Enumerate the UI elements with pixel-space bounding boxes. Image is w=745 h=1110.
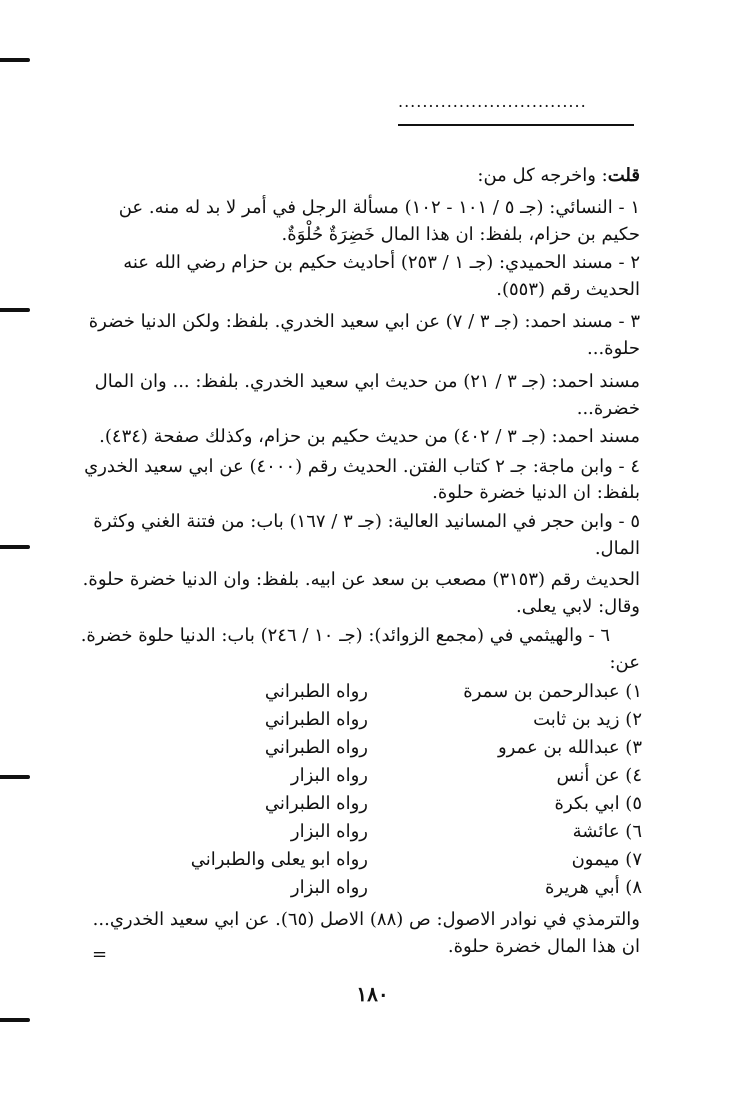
edge-mark — [0, 58, 30, 62]
page-number: ١٨٠ — [356, 982, 389, 1006]
text-line: ١ - النسائي: (جـ ٥ / ١٠١ - ١٠٢) مسألة الرجل في أمر لا بد له منه. عن — [118, 197, 640, 218]
narrator-source: رواه الطبراني — [264, 737, 368, 758]
text-line: وقال: لابي يعلى. — [515, 596, 640, 617]
text-line: خضرة... — [576, 398, 640, 419]
narrator-name: ٦) عائشة — [572, 821, 642, 842]
edge-mark — [0, 1018, 30, 1022]
text-line: حكيم بن حزام، بلفظ: ان هذا المال خَضِرَةٌ حُلْوَةٌ. — [281, 224, 640, 245]
text-line: ٦ - والهيثمي في (مجمع الزوائد): (جـ ١٠ / ٢٤٦) باب: الدنيا حلوة خضرة. — [80, 625, 610, 646]
text-line: الحديث رقم (٥٥٣). — [496, 279, 640, 300]
narrator-source: رواه الطبراني — [264, 793, 368, 814]
narrator-source: رواه البزار — [290, 765, 368, 786]
text-line: عن: — [609, 652, 640, 673]
text-line: الحديث رقم (٣١٥٣) مصعب بن سعد عن ابيه. بلفظ: وان الدنيا خضرة حلوة. — [82, 569, 640, 590]
intro-rest: : واخرجه كل من: — [477, 165, 608, 186]
narrator-source: رواه الطبراني — [264, 681, 368, 702]
header-dots: ............................... — [398, 92, 587, 111]
text-line: بلفظ: ان الدنيا خضرة حلوة. — [432, 482, 640, 503]
header-rule — [398, 124, 634, 126]
narrator-source: رواه ابو يعلى والطبراني — [190, 849, 368, 870]
edge-mark — [0, 545, 30, 549]
narrator-name: ١) عبدالرحمن بن سمرة — [463, 681, 642, 702]
text-line: مسند احمد: (جـ ٣ / ٢١) من حديث ابي سعيد الخدري. بلفظ: ... وان المال — [94, 371, 640, 392]
text-line: ان هذا المال خضرة حلوة. — [447, 936, 640, 957]
text-line: ٥ - وابن حجر في المسانيد العالية: (جـ ٣ / ١٦٧) باب: من فتنة الغني وكثرة — [93, 511, 640, 532]
edge-mark — [0, 775, 30, 779]
text-line: ٣ - مسند احمد: (جـ ٣ / ٧) عن ابي سعيد الخدري. بلفظ: ولكن الدنيا خضرة — [88, 311, 640, 332]
text-line: ٤ - وابن ماجة: جـ ٢ كتاب الفتن. الحديث رقم (٤٠٠٠) عن ابي سعيد الخدري — [84, 456, 640, 477]
continuation-mark: = — [92, 944, 108, 965]
text-line: والترمذي في نوادر الاصول: ص (٨٨) الاصل (٦٥). عن ابي سعيد الخدري... — [92, 909, 640, 930]
text-line: المال. — [594, 538, 640, 559]
edge-mark — [0, 308, 30, 312]
narrator-name: ٨) أبي هريرة — [545, 877, 642, 898]
narrator-name: ٣) عبدالله بن عمرو — [497, 737, 642, 758]
intro-bold: قلت — [607, 165, 640, 186]
text-line: حلوة... — [587, 338, 640, 359]
narrator-name: ٥) ابي بكرة — [554, 793, 642, 814]
intro-line — [70, 162, 640, 189]
narrator-name: ٢) زيد بن ثابت — [533, 709, 642, 730]
narrator-source: رواه البزار — [290, 877, 368, 898]
narrator-name: ٤) عن أنس — [556, 765, 642, 786]
narrator-source: رواه البزار — [290, 821, 368, 842]
text-line: مسند احمد: (جـ ٣ / ٤٠٢) من حديث حكيم بن حزام، وكذلك صفحة (٤٣٤). — [99, 426, 640, 447]
text-line: ٢ - مسند الحميدي: (جـ ١ / ٢٥٣) أحاديث حكيم بن حزام رضي الله عنه — [123, 252, 640, 273]
narrator-source: رواه الطبراني — [264, 709, 368, 730]
narrator-name: ٧) ميمون — [571, 849, 642, 870]
